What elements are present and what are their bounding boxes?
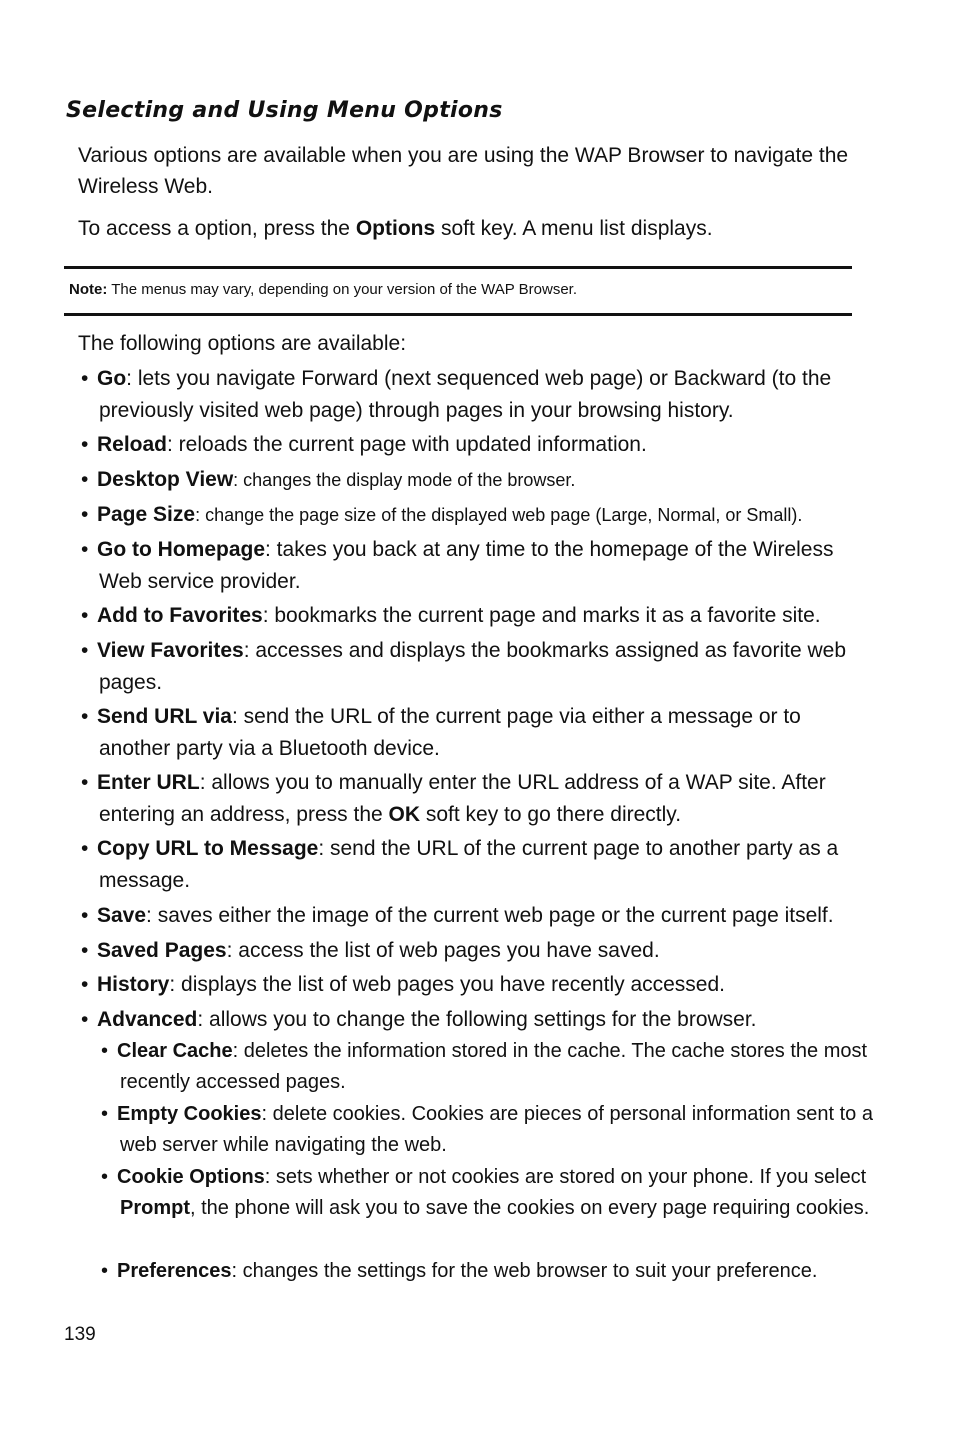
option-term: Add to Favorites: [97, 604, 263, 627]
list-item: [81, 969, 874, 1001]
sub-option-desc: : delete cookies. Cookies are pieces of personal information sent to a web server while navigating the web.: [120, 1103, 873, 1156]
option-desc: : change the page size of the displayed web page (Large, Normal, or Small).: [195, 505, 803, 525]
bullet: •: [81, 904, 89, 927]
option-desc-cont: soft key to go there directly.: [420, 803, 682, 826]
bullet: •: [81, 367, 89, 390]
option-term: Copy URL to Message: [97, 837, 319, 860]
page-number: 139: [64, 1324, 96, 1345]
sub-option-term: Empty Cookies: [117, 1103, 262, 1125]
prompt-key-label: Prompt: [120, 1197, 190, 1219]
bullet: •: [101, 1260, 109, 1282]
option-desc: : send the URL of the current page to another party as a message.: [99, 837, 839, 892]
access-paragraph: [78, 213, 858, 244]
note-box: [64, 266, 852, 316]
bullet: •: [81, 433, 89, 456]
option-desc: : takes you back at any time to the homepage of the Wireless Web service provider.: [99, 538, 834, 593]
option-desc: : saves either the image of the current web page or the current page itself.: [146, 904, 834, 927]
option-desc: : lets you navigate Forward (next sequenced web page) or Backward (to the previously visited web page) through pages in your browsing history.: [99, 367, 832, 422]
note-body: The menus may vary, depending on your version of the WAP Browser.: [107, 281, 578, 298]
bullet: •: [81, 771, 89, 794]
note-text: [69, 281, 577, 298]
bullet: •: [81, 639, 89, 662]
options-key-label: Options: [355, 217, 436, 240]
option-term: History: [97, 973, 170, 996]
sub-option-desc: : sets whether or not cookies are stored on your phone. If you select: [264, 1166, 867, 1188]
option-term: Send URL via: [97, 705, 232, 728]
bullet: •: [81, 503, 89, 526]
list-item: [81, 767, 874, 831]
bullet: •: [81, 705, 89, 728]
list-item: [81, 701, 874, 765]
option-term: Go: [97, 367, 127, 390]
section-heading: Selecting and Using Menu Options: [66, 98, 503, 123]
option-term: Desktop View: [97, 468, 234, 491]
list-item: [81, 635, 874, 699]
sub-list-item: [101, 1162, 875, 1224]
list-item: [81, 935, 874, 967]
bullet: •: [101, 1103, 109, 1125]
option-desc: : send the URL of the current page via either a message or to another party via a Bluetooth device.: [99, 705, 801, 760]
sub-list-item: [101, 1036, 875, 1098]
bullet: •: [81, 604, 89, 627]
list-item: [81, 363, 874, 427]
options-intro: The following options are available:: [78, 332, 407, 355]
access-text-pre: To access a option, press the: [78, 217, 356, 240]
bullet: •: [81, 468, 89, 491]
list-item: [81, 833, 874, 897]
bullet: •: [101, 1166, 109, 1188]
bullet: •: [81, 973, 89, 996]
option-desc: : allows you to change the following settings for the browser.: [197, 1008, 757, 1031]
access-text-post: soft key. A menu list displays.: [435, 217, 713, 240]
bullet: •: [81, 1008, 89, 1031]
option-term: Saved Pages: [97, 939, 227, 962]
sub-list-item: [101, 1256, 875, 1287]
option-desc: : accesses and displays the bookmarks assigned as favorite web pages.: [99, 639, 847, 694]
list-item: [81, 499, 874, 531]
intro-paragraph: Various options are available when you are using the WAP Browser to navigate the Wireless Web.: [78, 144, 849, 198]
option-desc: : allows you to manually enter the URL address of a WAP site. After entering an address, press the: [99, 771, 826, 826]
option-term: Advanced: [97, 1008, 198, 1031]
bullet: •: [81, 538, 89, 561]
sub-option-term: Preferences: [117, 1260, 232, 1282]
option-term: Reload: [97, 433, 168, 456]
option-desc: : displays the list of web pages you have recently accessed.: [169, 973, 725, 996]
bullet: •: [81, 837, 89, 860]
option-term: Enter URL: [97, 771, 200, 794]
option-term: Go to Homepage: [97, 538, 266, 561]
sub-list-item: [101, 1099, 875, 1161]
bullet: •: [81, 939, 89, 962]
list-item: [81, 429, 874, 461]
sub-option-desc: : deletes the information stored in the cache. The cache stores the most recently accessed pages.: [120, 1040, 868, 1093]
sub-option-desc: : changes the settings for the web browser to suit your preference.: [231, 1260, 818, 1282]
list-item: [81, 600, 874, 632]
option-desc: : changes the display mode of the browser.: [233, 470, 576, 490]
option-desc: : access the list of web pages you have saved.: [226, 939, 660, 962]
sub-option-term: Clear Cache: [117, 1040, 233, 1062]
option-term: View Favorites: [97, 639, 244, 662]
option-desc: : bookmarks the current page and marks it as a favorite site.: [262, 604, 821, 627]
sub-option-term: Cookie Options: [117, 1166, 265, 1188]
option-term: Save: [97, 904, 147, 927]
list-item: [81, 464, 874, 496]
list-item: [81, 534, 874, 598]
ok-key-label: OK: [388, 803, 421, 826]
note-label: Note:: [69, 281, 108, 298]
sub-option-desc-cont: , the phone will ask you to save the cookies on every page requiring cookies.: [190, 1197, 870, 1219]
list-item: [81, 900, 874, 932]
bullet: •: [101, 1040, 109, 1062]
option-desc: : reloads the current page with updated information.: [167, 433, 647, 456]
option-term: Page Size: [97, 503, 196, 526]
list-item: [81, 1004, 874, 1036]
